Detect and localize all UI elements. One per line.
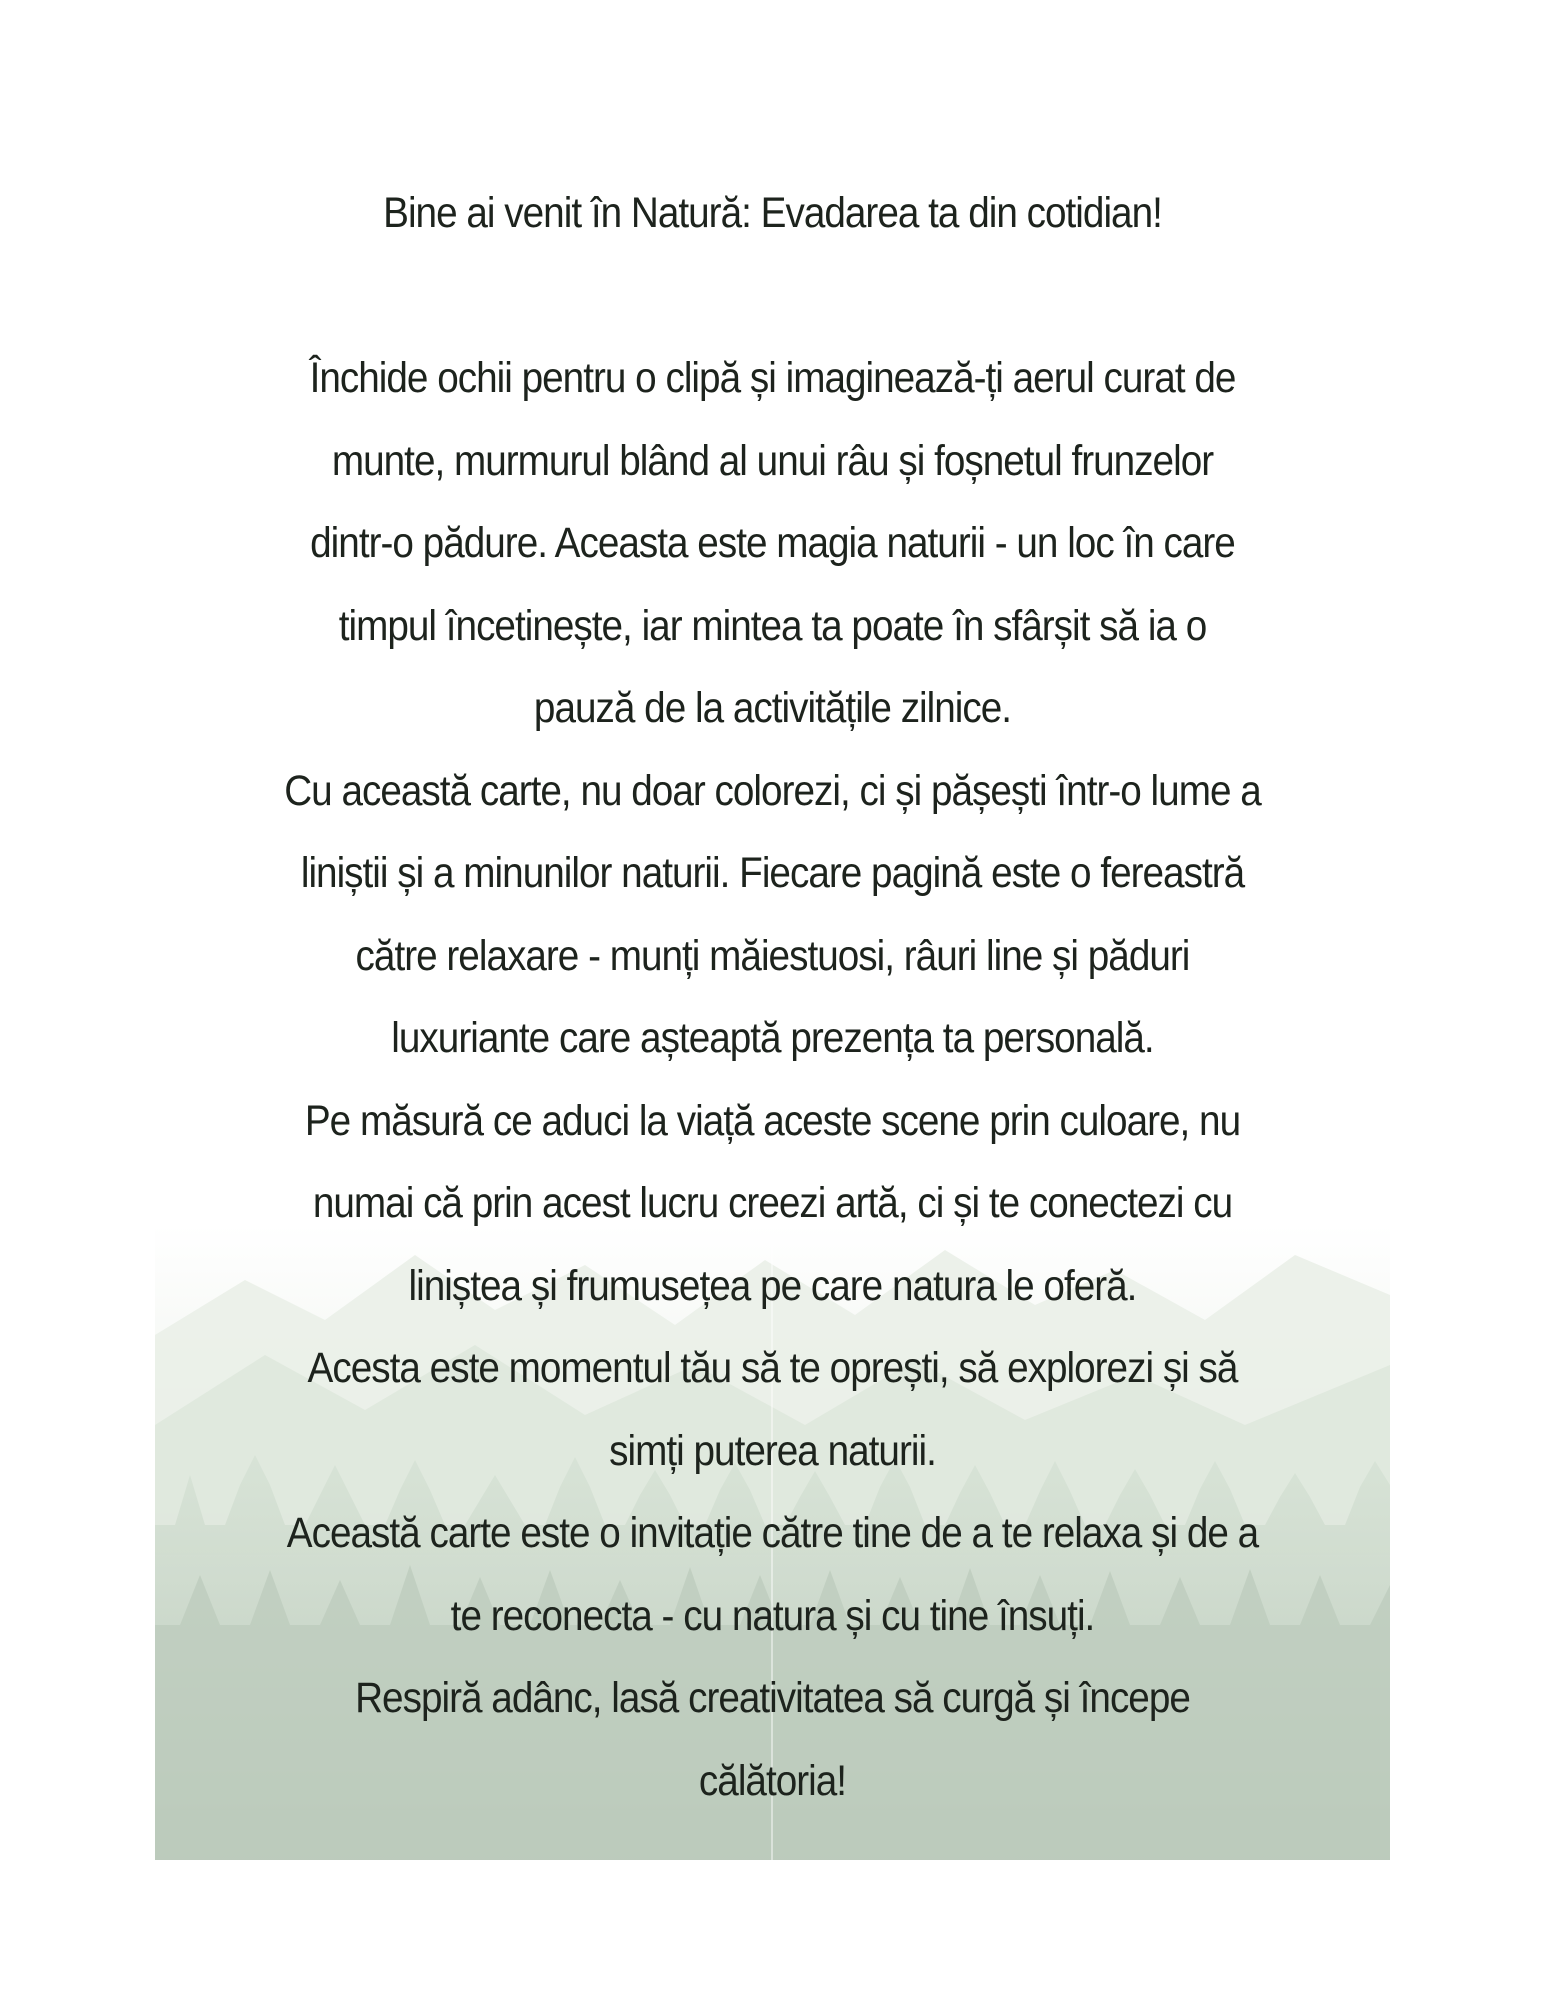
paragraph-closing <box>203 1657 1342 1822</box>
text-line: liniștea și frumusețea pe care natura le oferă. <box>408 1261 1137 1310</box>
paragraph-moment <box>203 1327 1342 1492</box>
text-line: te reconecta - cu natura și cu tine însuți. <box>450 1591 1095 1640</box>
text-line: dintr-o pădure. Aceasta este magia naturii - un loc în care <box>310 519 1235 567</box>
text-line: Cu această carte, nu doar colorezi, ci și pășești într-o lume a <box>284 766 1261 815</box>
text-line: timpul încetinește, iar mintea ta poate în sfârșit să ia o <box>338 601 1207 650</box>
paragraph-invitation <box>203 1492 1342 1657</box>
paragraph-book <box>203 750 1342 1080</box>
document-body <box>203 172 1342 1822</box>
text-line: numai că prin acest lucru creezi artă, ci și te conectezi cu <box>312 1179 1233 1227</box>
paragraph-intro <box>203 337 1342 750</box>
text-line: Acesta este momentul tău să te oprești, să explorezi și să <box>307 1344 1238 1392</box>
text-line: călătoria! <box>698 1756 847 1805</box>
text-line: munte, murmurul blând al unui râu și foșnetul frunzelor <box>331 436 1214 485</box>
text-line: Închide ochii pentru o clipă și imaginează-ți aerul curat de <box>309 354 1236 402</box>
text-line: simți puterea naturii. <box>609 1426 936 1475</box>
text-line: liniștii și a minunilor naturii. Fiecare pagină este o fereastră <box>300 849 1245 897</box>
text-line: către relaxare - munți măiestuosi, râuri line și păduri <box>355 931 1190 980</box>
text-line: Această carte este o invitație către tine de a te relaxa și de a <box>286 1509 1259 1557</box>
text-line: pauză de la activitățile zilnice. <box>533 684 1012 732</box>
text-line: Pe măsură ce aduci la viață aceste scene prin culoare, nu <box>304 1096 1241 1145</box>
text-line: Respiră adânc, lasă creativitatea să curgă și începe <box>355 1674 1190 1722</box>
paragraph-color <box>203 1080 1342 1328</box>
text-line: luxuriante care așteaptă prezența ta personală. <box>391 1014 1154 1062</box>
page-title: Bine ai venit în Natură: Evadarea ta din cotidian! <box>383 189 1162 237</box>
